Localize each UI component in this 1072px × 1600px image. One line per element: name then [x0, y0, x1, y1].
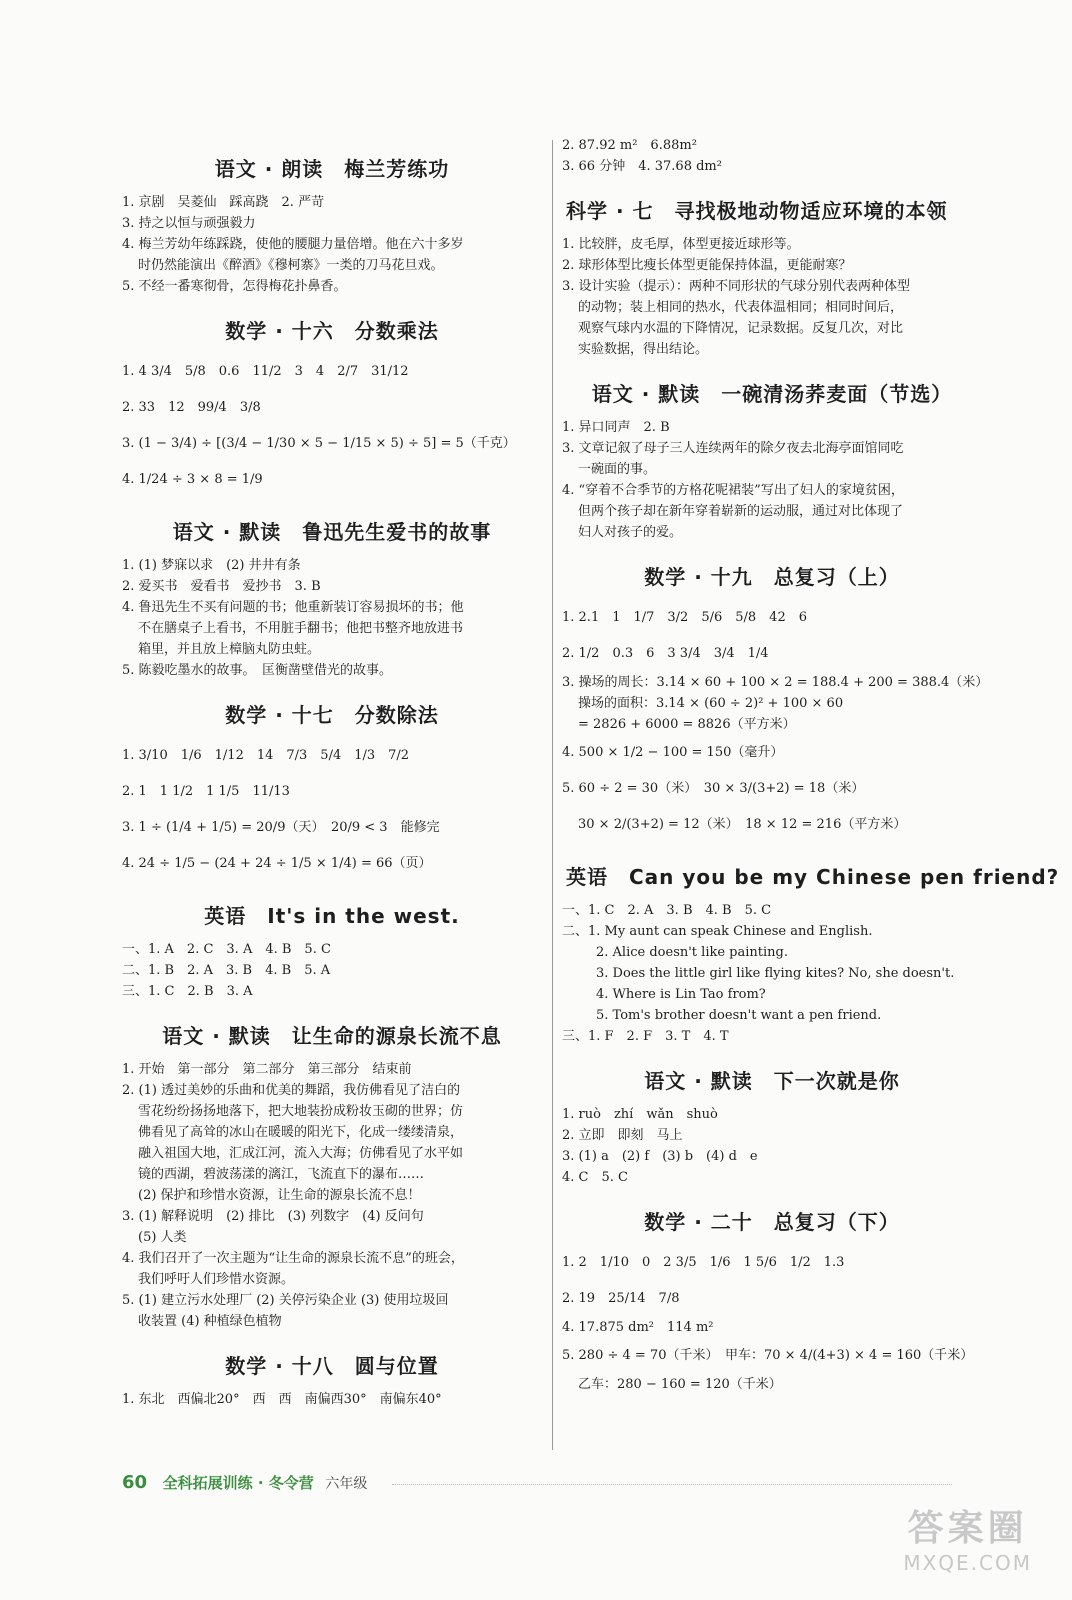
page-footer — [122, 1472, 367, 1493]
answer-section — [122, 699, 542, 882]
answer-line: 时仍然能演出《醉酒》《穆柯寨》一类的刀马花旦戏。 — [138, 258, 444, 273]
answer-line: 一、1. A 2. C 3. A 4. B 5. C — [122, 942, 331, 957]
answer-line: 2. Alice doesn't like painting. — [596, 945, 788, 960]
answer-section — [562, 861, 1060, 1047]
answer-line: (2) 保护和珍惜水资源，让生命的源泉长流不息！ — [138, 1188, 421, 1203]
answer-line: 5. 60 ÷ 2 = 30（米） 30 × 3/(3+2) = 18（米） — [562, 781, 865, 796]
answer-line: 4. 24 ÷ 1/5 − (24 + 24 ÷ 1/5 × 1/4) = 66（页） — [122, 856, 432, 871]
answer-line: 1. 京剧 吴菱仙 踩高跷 2. 严苛 — [122, 195, 325, 210]
answer-line: 5. (1) 建立污水处理厂 (2) 关停污染企业 (3) 使用垃圾回 — [122, 1293, 449, 1308]
answer-section — [122, 1020, 542, 1332]
answer-line: 5. 280 ÷ 4 = 70（千米） 甲车：70 × 4/(4+3) × 4 = 160（千米） — [562, 1348, 974, 1363]
answer-section — [562, 1065, 982, 1188]
answer-section — [122, 516, 542, 681]
section-title: 数学 · 十六 分数乘法 — [225, 319, 439, 343]
answer-line: 1. 3/10 1/6 1/12 14 7/3 5/4 1/3 7/2 — [122, 748, 410, 763]
answer-line: 乙车：280 − 160 = 120（千米） — [578, 1377, 782, 1392]
section-title: 语文 · 默读 鲁迅先生爱书的故事 — [172, 520, 492, 544]
answer-line: 镜的西湖，碧波荡漾的漓江，飞流直下的瀑布…… — [138, 1167, 425, 1182]
answer-line: 4. “穿着不合季节的方格花呢裙装”写出了妇人的家境贫困， — [562, 483, 904, 498]
answer-section — [122, 153, 542, 297]
answer-line: 5. 不经一番寒彻骨，怎得梅花扑鼻香。 — [122, 279, 347, 294]
answer-line: 2. 1 1 1/2 1 1/5 11/13 — [122, 784, 290, 799]
answer-line: 一、1. C 2. A 3. B 4. B 5. C — [562, 903, 772, 918]
answer-line: 3. 操场的周长：3.14 × 60 + 100 × 2 = 188.4 + 200 = 388.4（米） — [562, 675, 989, 690]
watermark — [903, 1500, 1032, 1575]
answer-line: 1. (1) 梦寐以求 (2) 井井有条 — [122, 558, 301, 573]
answer-line: 我们呼吁人们珍惜水资源。 — [138, 1272, 295, 1287]
answer-line: 3. 66 分钟 4. 37.68 dm² — [562, 159, 722, 174]
answer-line: 4. 梅兰芳幼年练踩跷，使他的腰腿力量倍增。他在六十多岁 — [122, 237, 464, 252]
answer-line: 不在膳桌子上看书，不用脏手翻书；他把书整齐地放进书 — [138, 621, 464, 636]
answer-line: 融入祖国大地，汇成江河，流入大海；仿佛看见了水平如 — [138, 1146, 464, 1161]
answer-section — [562, 378, 982, 543]
answer-line: 4. 17.875 dm² 114 m² — [562, 1320, 714, 1335]
grade-label: 六年级 — [325, 1476, 368, 1492]
answer-line: 3. 设计实验（提示）：两种不同形状的气球分别代表两种体型 — [562, 279, 911, 294]
answer-section — [122, 315, 542, 498]
section-title: 英语 Can you be my Chinese pen friend? — [566, 865, 1060, 889]
answer-line: 3. (1) a (2) f (3) b (4) d e — [562, 1149, 758, 1164]
column-divider — [552, 140, 553, 1450]
answer-line: 3. Does the little girl like flying kites? No, she doesn't. — [596, 966, 955, 981]
answer-line: 实验数据，得出结论。 — [578, 342, 709, 357]
answer-line: 1. 2 1/10 0 2 3/5 1/6 1 5/6 1/2 1.3 — [562, 1255, 845, 1270]
answer-line: 2. 球形体型比瘦长体型更能保持体温，更能耐寒？ — [562, 258, 852, 273]
answer-line: 箱里，并且放上樟脑丸防虫蛀。 — [138, 642, 321, 657]
footer-rule — [392, 1484, 952, 1485]
answer-line: 三、1. F 2. F 3. T 4. T — [562, 1029, 729, 1044]
answer-line: 3. 1 ÷ (1/4 + 1/5) = 20/9（天） 20/9 < 3 能修完 — [122, 820, 440, 835]
section-title: 数学 · 二十 总复习（下） — [644, 1210, 900, 1234]
answer-line: 雪花纷纷扬扬地落下，把大地装扮成粉妆玉砌的世界；仿 — [138, 1104, 464, 1119]
answer-section — [122, 900, 542, 1002]
answer-line: 1. 异口同声 2. B — [562, 420, 670, 435]
answer-line: 1. 开始 第一部分 第二部分 第三部分 结束前 — [122, 1062, 412, 1077]
left-column — [122, 135, 542, 1410]
answer-line: 4. C 5. C — [562, 1170, 628, 1185]
answer-line: 收装置 (4) 种植绿色植物 — [138, 1314, 282, 1329]
answer-line: 2. (1) 透过美妙的乐曲和优美的舞蹈，我仿佛看见了洁白的 — [122, 1083, 461, 1098]
book-title: 全科拓展训练 · 冬令营 — [162, 1474, 314, 1492]
answer-line: 观察气球内水温的下降情况，记录数据。反复几次，对比 — [578, 321, 904, 336]
answer-line: 5. 陈毅吃墨水的故事。 匡衡凿壁借光的故事。 — [122, 663, 393, 678]
answer-line: 1. 4 3/4 5/8 0.6 11/2 3 4 2/7 31/12 — [122, 364, 409, 379]
answer-line: 3. (1) 解释说明 (2) 排比 (3) 列数字 (4) 反问句 — [122, 1209, 424, 1224]
answer-section — [562, 135, 982, 177]
answer-line: 1. 东北 西偏北20° 西 西 南偏西30° 南偏东40° — [122, 1392, 442, 1407]
answer-line: 30 × 2/(3+2) = 12（米） 18 × 12 = 216（平方米） — [578, 817, 907, 832]
answer-line: 但两个孩子却在新年穿着崭新的运动服，通过对比体现了 — [578, 504, 904, 519]
answer-line: 5. Tom's brother doesn't want a pen friend. — [596, 1008, 882, 1023]
section-title: 数学 · 十七 分数除法 — [225, 703, 439, 727]
answer-section — [562, 561, 989, 843]
answer-line: 操场的面积：3.14 × (60 ÷ 2)² + 100 × 60 — [578, 696, 844, 711]
answer-line: 二、1. B 2. A 3. B 4. B 5. A — [122, 963, 331, 978]
answer-line: 3. 文章记叙了母子三人连续两年的除夕夜去北海亭面馆同吃 — [562, 441, 904, 456]
right-column — [562, 135, 1060, 1395]
answer-line: 2. 87.92 m² 6.88m² — [562, 138, 697, 153]
watermark-top: 答案圈 — [907, 1508, 1028, 1549]
section-title: 科学 · 七 寻找极地动物适应环境的本领 — [566, 199, 948, 223]
section-title: 数学 · 十九 总复习（上） — [644, 565, 900, 589]
section-title: 语文 · 朗读 梅兰芳练功 — [214, 157, 450, 181]
answer-line: 4. 鲁迅先生不买有问题的书；他重新装订容易损坏的书；他 — [122, 600, 464, 615]
answer-line: 3. (1 − 3/4) ÷ [(3/4 − 1/30 × 5 − 1/15 × 5) ÷ 5] = 5（千克） — [122, 436, 516, 451]
answer-section — [562, 195, 982, 360]
answer-line: 1. ruò zhí wǎn shuò — [562, 1107, 718, 1122]
answer-section — [562, 1206, 982, 1395]
section-title: 英语 It's in the west. — [204, 904, 460, 928]
answer-line: 2. 立即 即刻 马上 — [562, 1128, 683, 1143]
answer-section — [122, 1350, 542, 1410]
watermark-bottom: MXQE.COM — [903, 1551, 1032, 1575]
answer-line: 2. 爱买书 爱看书 爱抄书 3. B — [122, 579, 321, 594]
section-title: 语文 · 默读 一碗清汤荞麦面（节选） — [591, 382, 953, 406]
answer-line: 的动物；装上相同的热水，代表体温相同；相同时间后， — [578, 300, 904, 315]
answer-line: 2. 1/2 0.3 6 3 3/4 3/4 1/4 — [562, 646, 769, 661]
answer-line: 4. 我们召开了一次主题为“让生命的源泉长流不息”的班会， — [122, 1251, 464, 1266]
answer-line: 1. 比较胖，皮毛厚，体型更接近球形等。 — [562, 237, 800, 252]
answer-line: 3. 持之以恒与顽强毅力 — [122, 216, 256, 231]
answer-line: 4. 1/24 ÷ 3 × 8 = 1/9 — [122, 472, 263, 487]
answer-line: 妇人对孩子的爱。 — [578, 525, 683, 540]
answer-line: 佛看见了高耸的冰山在暖暖的阳光下，化成一缕缕清泉， — [138, 1125, 464, 1140]
answer-line: 二、1. My aunt can speak Chinese and English. — [562, 924, 873, 939]
section-title: 语文 · 默读 让生命的源泉长流不息 — [162, 1024, 502, 1048]
section-title: 语文 · 默读 下一次就是你 — [644, 1069, 900, 1093]
answer-line: 2. 33 12 99/4 3/8 — [122, 400, 261, 415]
answer-line: (5) 人类 — [138, 1230, 187, 1245]
answer-line: 三、1. C 2. B 3. A — [122, 984, 253, 999]
answer-line: 2. 19 25/14 7/8 — [562, 1291, 680, 1306]
answer-line: 一碗面的事。 — [578, 462, 657, 477]
page-number: 60 — [122, 1472, 148, 1493]
answer-line: = 2826 + 6000 = 8826（平方米） — [578, 717, 796, 732]
answer-line: 4. Where is Lin Tao from? — [596, 987, 766, 1002]
answer-line: 4. 500 × 1/2 − 100 = 150（毫升） — [562, 745, 784, 760]
answer-line: 1. 2.1 1 1/7 3/2 5/6 5/8 42 6 — [562, 610, 807, 625]
section-title: 数学 · 十八 圆与位置 — [225, 1354, 439, 1378]
